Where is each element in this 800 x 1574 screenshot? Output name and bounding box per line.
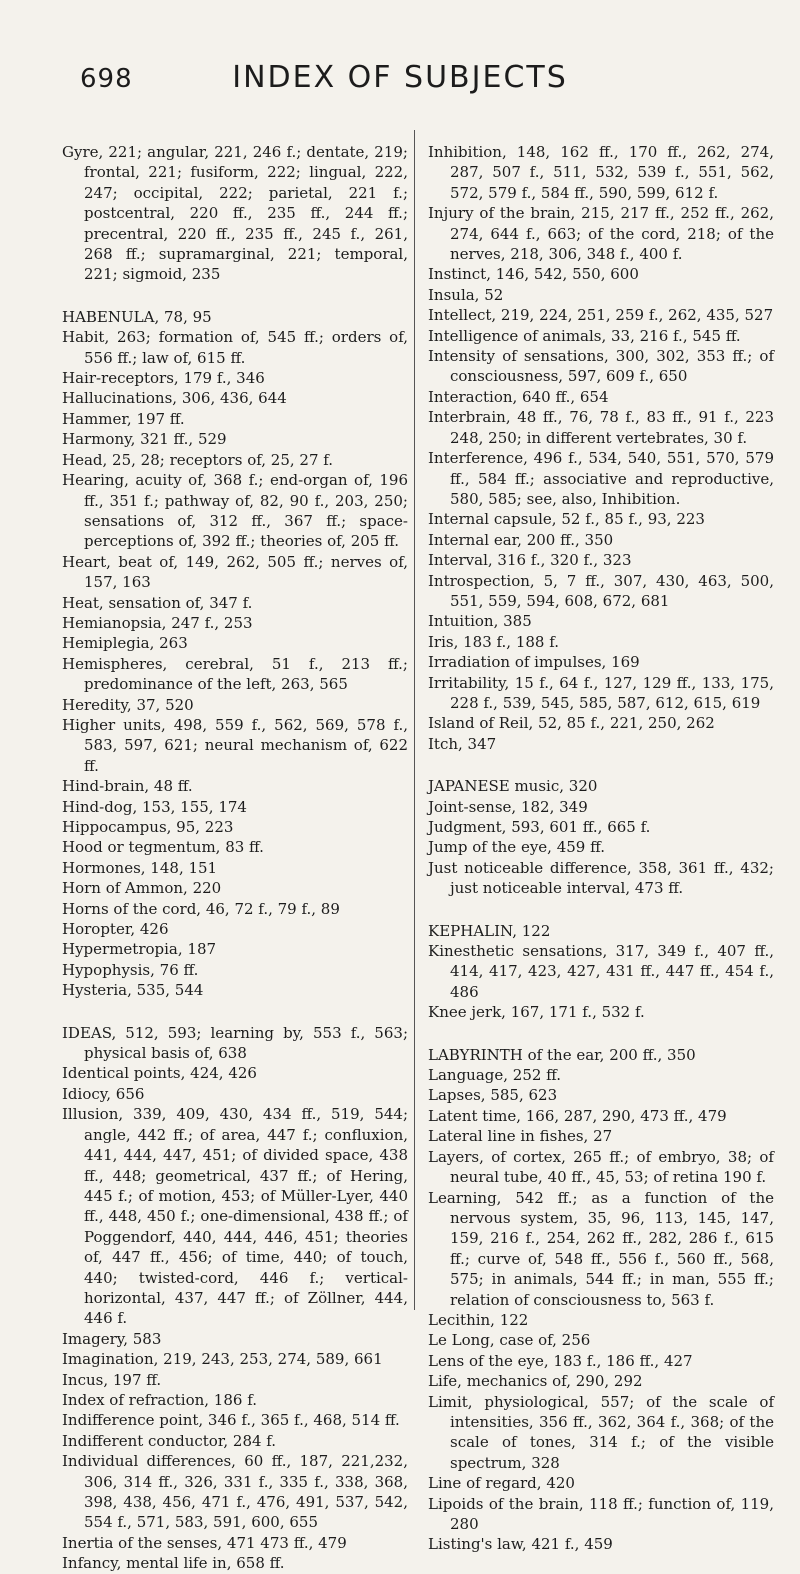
index-entry: Hysteria, 535, 544 <box>62 981 204 1000</box>
index-entry: Learning, 542 ff.; as a function of the nervous system, 35, 96, 113, 145, 147, 159, 216 f., 254, 262 ff., 282, 286 f., 615 ff.; curve of, 548 ff., 556 f., 560 ff., 568, 575; in animals, 544 ff.; in man, 555 ff.; relation of consciousness to, 563 f. <box>428 1188 774 1309</box>
index-entry: Judgment, 593, 601 ff., 665 f. <box>428 818 651 836</box>
index-entry: Lecithin, 122 <box>428 1310 529 1329</box>
index-entry: Insula, 52 <box>428 285 504 304</box>
index-entry: Irritability, 15 f., 64 f., 127, 129 ff., 133, 175, 228 f., 539, 545, 585, 587, 612, 615, 619 <box>428 673 774 712</box>
index-entry: Harmony, 321 ff., 529 <box>62 430 227 449</box>
index-entry: Hallucinations, 306, 436, 644 <box>62 389 287 408</box>
index-entry: Illusion, 339, 409, 430, 434 ff., 519, 544; angle, 442 ff.; of area, 447 f.; confluxion, 441, 444, 447, 451; of divided space, 438 ff., 448; geometrical, 437 ff.; of Hering, 445 f.; of motion, 453; of Müller-Lyer, 440 ff., 448, 450 f.; one-dimensional, 438 ff.; of Poggendorf, 440, 444, 446, 451; theories of, 447 ff., 456; of time, 440; of touch, 440; twisted-cord, 446 f.; vertical-horizontal, 437, 447 ff.; of Zöllner, 444, 446 f. <box>62 1105 408 1328</box>
index-entry: Identical points, 424, 426 <box>62 1064 257 1083</box>
index-entry: LABYRINTH of the ear, 200 ff., 350 <box>428 1045 696 1064</box>
index-entry: Idiocy, 656 <box>62 1084 145 1103</box>
index-entry: Hind-dog, 153, 155, 174 <box>62 797 247 816</box>
index-entry: Individual differences, 60 ff., 187, 221,232, 306, 314 ff., 326, 331 f., 335 f., 338, 368, 398, 438, 456, 471 f., 476, 491, 537, 542, 554 f., 571, 583, 591, 600, 655 <box>62 1452 408 1532</box>
index-entry: Knee jerk, 167, 171 f., 532 f. <box>428 1003 645 1022</box>
index-entry: Higher units, 498, 559 f., 562, 569, 578 f., 583, 597, 621; neural mechanism of, 622 ff. <box>62 715 408 775</box>
index-entry: Internal capsule, 52 f., 85 f., 93, 223 <box>428 510 705 529</box>
index-entry: HABENULA, 78, 95 <box>62 307 212 326</box>
page-header <box>0 60 800 100</box>
index-entry: Hair-receptors, 179 f., 346 <box>62 369 265 388</box>
index-entry: KEPHALIN, 122 <box>428 921 551 940</box>
page-number: 698 <box>80 64 133 94</box>
index-entry: Lapses, 585, 623 <box>428 1086 558 1105</box>
index-entry: Heredity, 37, 520 <box>62 695 194 714</box>
index-entry: Island of Reil, 52, 85 f., 221, 250, 262 <box>428 714 715 733</box>
section-gap <box>62 285 408 307</box>
index-entry: Jump of the eye, 459 ff. <box>428 838 606 857</box>
index-entry: Hypophysis, 76 ff. <box>62 960 199 979</box>
index-entry: Hearing, acuity of, 368 f.; end-organ of, 196 ff., 351 f.; pathway of, 82, 90 f., 203, 250; sensations of, 312 ff., 367 ff.; space-perceptions of, 392 ff.; theories of, 205 ff. <box>62 471 408 551</box>
index-entry: Lens of the eye, 183 f., 186 ff., 427 <box>428 1351 693 1370</box>
index-entry: IDEAS, 512, 593; learning by, 553 f., 563; physical basis of, 638 <box>62 1023 408 1063</box>
index-entry: JAPANESE music, 320 <box>428 777 598 796</box>
index-entry: Index of refraction, 186 f. <box>62 1390 257 1409</box>
index-entry: Interbrain, 48 ff., 76, 78 f., 83 ff., 91 f., 223 248, 250; in different vertebrates, 30 f. <box>428 408 774 447</box>
index-entry: Instinct, 146, 542, 550, 600 <box>428 265 639 284</box>
index-entry: Language, 252 ff. <box>428 1066 562 1085</box>
index-entry: Hood or tegmentum, 83 ff. <box>62 838 264 857</box>
index-entry: Hind-brain, 48 ff. <box>62 777 193 796</box>
index-entry: Le Long, case of, 256 <box>428 1331 591 1350</box>
index-column-right <box>428 142 774 1555</box>
index-entry: Hypermetropia, 187 <box>62 940 217 959</box>
section-gap <box>428 1023 774 1045</box>
index-entry: Indifference point, 346 f., 365 f., 468, 514 ff. <box>62 1411 400 1430</box>
index-column-left <box>62 142 408 1574</box>
index-entry: Intelligence of animals, 33, 216 f., 545 ff. <box>428 326 741 345</box>
index-entry: Internal ear, 200 ff., 350 <box>428 530 614 549</box>
index-entry: Habit, 263; formation of, 545 ff.; orders of, 556 ff.; law of, 615 ff. <box>62 328 408 367</box>
index-entry: Iris, 183 f., 188 f. <box>428 632 560 651</box>
index-entry: Inhibition, 148, 162 ff., 170 ff., 262, 274, 287, 507 f., 511, 532, 539 f., 551, 562, 572, 579 f., 584 ff., 590, 599, 612 f. <box>428 143 774 202</box>
index-entry: Limit, physiological, 557; of the scale of intensities, 356 ff., 362, 364 f., 368; of the scale of tones, 314 f.; of the visible spectrum, 328 <box>428 1392 774 1472</box>
index-entry: Injury of the brain, 215, 217 ff., 252 ff., 262, 274, 644 f., 663; of the cord, 218; of the nerves, 218, 306, 348 f., 400 f. <box>428 204 774 264</box>
index-entry: Kinesthetic sensations, 317, 349 f., 407 ff., 414, 417, 423, 427, 431 ff., 447 ff., 454 f., 486 <box>428 942 774 1001</box>
index-entry: Heat, sensation of, 347 f. <box>62 593 253 612</box>
index-entry: Hammer, 197 ff. <box>62 409 185 428</box>
index-entry: Gyre, 221; angular, 221, 246 f.; dentate, 219; frontal, 221; fusiform, 222; lingual, 222, 247; occipital, 222; parietal, 221 f.; postcentral, 220 ff., 235 ff., 244 ff.; precentral, 220 ff., 235 ff., 245 f., 261, 268 ff.; supramarginal, 221; temporal, 221; sigmoid, 235 <box>62 143 408 284</box>
index-entry: Just noticeable difference, 358, 361 ff., 432; just noticeable interval, 473 ff. <box>428 858 774 898</box>
index-entry: Intuition, 385 <box>428 612 532 631</box>
index-entry: Indifferent conductor, 284 f. <box>62 1431 277 1450</box>
index-entry: Intensity of sensations, 300, 302, 353 ff.; of consciousness, 597, 609 f., 650 <box>428 347 774 386</box>
running-title: INDEX OF SUBJECTS <box>232 60 568 95</box>
index-entry: Listing's law, 421 f., 459 <box>428 1535 613 1554</box>
index-entry: Layers, of cortex, 265 ff.; of embryo, 38; of neural tube, 40 ff., 45, 53; of retina 190 f. <box>428 1147 774 1187</box>
index-entry: Imagination, 219, 243, 253, 274, 589, 661 <box>62 1350 383 1369</box>
section-gap <box>428 754 774 776</box>
index-entry: Inertia of the senses, 471 473 ff., 479 <box>62 1533 347 1552</box>
index-entry: Joint-sense, 182, 349 <box>428 797 588 816</box>
index-entry: Hemispheres, cerebral, 51 f., 213 ff.; predominance of the left, 263, 565 <box>62 654 408 694</box>
index-entry: Head, 25, 28; receptors of, 25, 27 f. <box>62 450 334 469</box>
section-gap <box>62 1001 408 1023</box>
index-entry: Itch, 347 <box>428 734 497 753</box>
index-entry: Lipoids of the brain, 118 ff.; function of, 119, 280 <box>428 1494 774 1533</box>
index-entry: Introspection, 5, 7 ff., 307, 430, 463, 500, 551, 559, 594, 608, 672, 681 <box>428 571 774 610</box>
index-entry: Intellect, 219, 224, 251, 259 f., 262, 435, 527 <box>428 306 774 325</box>
index-entry: Interaction, 640 ff., 654 <box>428 387 609 406</box>
index-entry: Irradiation of impulses, 169 <box>428 653 640 672</box>
index-entry: Line of regard, 420 <box>428 1474 575 1493</box>
index-entry: Interference, 496 f., 534, 540, 551, 570, 579 ff., 584 ff.; associative and reproductive, 580, 585; see, also, Inhibition. <box>428 449 774 508</box>
index-entry: Heart, beat of, 149, 262, 505 ff.; nerves of, 157, 163 <box>62 552 408 592</box>
index-entry: Infancy, mental life in, 658 ff. <box>62 1554 285 1573</box>
index-entry: Horn of Ammon, 220 <box>62 879 222 898</box>
index-entry: Life, mechanics of, 290, 292 <box>428 1372 643 1391</box>
index-entry: Horopter, 426 <box>62 920 169 939</box>
section-gap <box>428 899 774 921</box>
index-entry: Interval, 316 f., 320 f., 323 <box>428 551 632 570</box>
index-entry: Horns of the cord, 46, 72 f., 79 f., 89 <box>62 899 340 918</box>
index-entry: Hemiplegia, 263 <box>62 634 188 653</box>
index-entry: Hormones, 148, 151 <box>62 858 218 877</box>
index-entry: Lateral line in fishes, 27 <box>428 1127 613 1146</box>
index-entry: Imagery, 583 <box>62 1329 162 1348</box>
index-entry: Latent time, 166, 287, 290, 473 ff., 479 <box>428 1106 727 1125</box>
index-entry: Hippocampus, 95, 223 <box>62 818 234 836</box>
column-divider <box>414 130 415 1310</box>
index-entry: Hemianopsia, 247 f., 253 <box>62 613 253 632</box>
index-entry: Incus, 197 ff. <box>62 1370 162 1389</box>
